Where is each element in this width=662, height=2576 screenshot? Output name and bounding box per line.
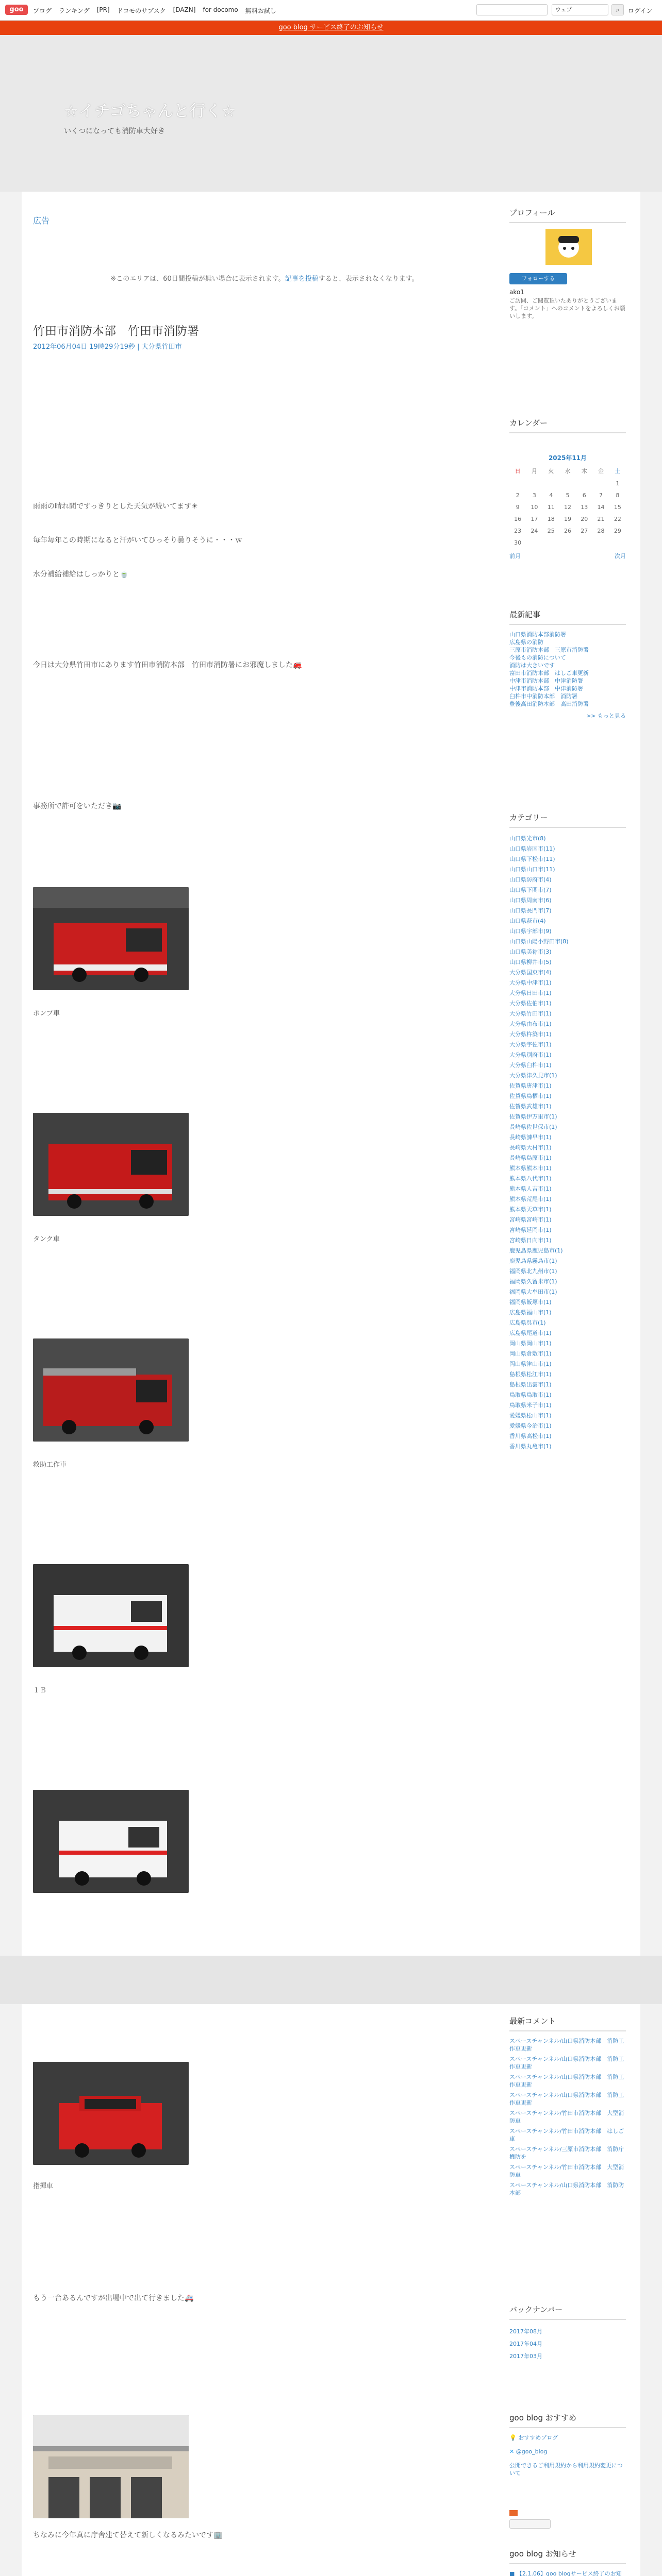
blog-title[interactable]: ☆イチゴちゃんと行く☆ <box>64 102 236 121</box>
ambulance-photo[interactable] <box>33 1564 189 1667</box>
station-building-photo[interactable] <box>33 2415 189 2518</box>
goo-news-item[interactable] <box>509 2570 626 2576</box>
recent-item[interactable]: 富田市消防本部 はしご車更新 <box>509 670 589 676</box>
calendar-day: 20 <box>581 516 588 522</box>
profile-text: ご訪問、ご閲覧頂いたありがとうございます。「コメント」へのコメントをよろしくお願いします。 <box>509 297 625 319</box>
calendar-table <box>509 464 626 549</box>
top-nav-item[interactable]: [DAZN] <box>173 6 196 13</box>
category-item[interactable]: 愛媛県松山市(1) <box>509 1412 552 1419</box>
calendar-day: 15 <box>614 504 621 511</box>
category-item[interactable]: 大分県由布市(1) <box>509 1021 552 1027</box>
category-item[interactable]: 熊本県人吉市(1) <box>509 1185 552 1192</box>
weekday: 土 <box>615 468 621 474</box>
category-list <box>509 834 626 1452</box>
post-paragraph: 雨雨の晴れ間ですっきりとした天気が続いてます☀ <box>33 502 198 511</box>
pump-truck-photo[interactable] <box>33 887 189 990</box>
profile-avatar[interactable] <box>545 229 592 265</box>
weekday: 金 <box>598 468 604 474</box>
calendar-day: 10 <box>531 504 538 511</box>
category-item[interactable]: 大分県中津市(1) <box>509 979 552 986</box>
category-item[interactable]: 佐賀県武雄市(1) <box>509 1103 552 1110</box>
category-item[interactable]: 大分県宇佐市(1) <box>509 1041 552 1048</box>
photo-caption: タンク車 <box>33 1235 60 1243</box>
category-item[interactable]: 宮崎県日向市(1) <box>509 1237 552 1244</box>
search-scope-select[interactable]: ウェブ <box>552 4 608 15</box>
post-paragraph: 事務所で許可をいただき📷 <box>33 802 122 810</box>
recent-item[interactable]: 消防は大きいです <box>509 662 555 669</box>
calendar-day: 30 <box>514 539 522 546</box>
goo-recommend-label: @goo_blog <box>516 2448 548 2455</box>
goo-news-list <box>509 2570 626 2576</box>
category-item[interactable]: 山口県萩市(4) <box>509 918 546 924</box>
calendar-day: 26 <box>564 528 571 534</box>
category-item[interactable]: 熊本県熊本市(1) <box>509 1165 552 1172</box>
calendar-next-link[interactable]: 次月 <box>615 553 626 560</box>
comment-item[interactable]: スペースチャンネル/山口県消防本部 消防防本部 <box>509 2182 624 2196</box>
calendar-day: 23 <box>514 528 522 534</box>
top-bar <box>0 0 662 21</box>
category-heading: カテゴリー <box>509 812 626 828</box>
category-item[interactable]: 山口県山口市(11) <box>509 866 555 873</box>
comment-item[interactable]: スペースチャンネル/竹田市消防本部 大型消防車 <box>509 2110 624 2124</box>
recent-item[interactable]: 広島県の消防 <box>509 639 543 646</box>
ad-label: 広告 <box>33 216 50 226</box>
search-input[interactable] <box>476 4 548 15</box>
x-icon: ✕ <box>509 2448 515 2455</box>
calendar-day <box>559 478 576 489</box>
profile-heading: プロフィール <box>509 207 626 223</box>
station-building-image <box>33 2415 189 2518</box>
category-item[interactable]: 山口県美祢市(3) <box>509 948 552 955</box>
calendar-day: 6 <box>582 492 586 499</box>
comment-item[interactable]: スペースチャンネル/山口県消防本部 消防工作車更新 <box>509 2074 624 2088</box>
post-paragraph: 毎年毎年この時期になると汗がいてひっそり曇りそうに・・・ｗ <box>33 536 242 545</box>
calendar-day: 16 <box>514 516 522 522</box>
calendar-day <box>592 537 609 549</box>
calendar-day: 12 <box>564 504 571 511</box>
rss-icon[interactable] <box>509 2510 518 2516</box>
rescue-truck-image <box>33 1338 189 1442</box>
divider-strip <box>0 1956 662 2004</box>
calendar-day <box>609 537 626 549</box>
category-item[interactable]: 大分県国東市(4) <box>509 969 552 976</box>
calendar-day <box>576 478 592 489</box>
command-car-photo[interactable] <box>33 2062 189 2165</box>
category-item[interactable]: 大分県臼杵市(1) <box>509 1062 552 1069</box>
top-nav-item[interactable]: ブログ <box>33 7 52 14</box>
recent-item[interactable]: 三原市消防本部 三原市消防署 <box>509 647 589 653</box>
avatar-image <box>545 229 592 265</box>
category-item[interactable]: 島根県松江市(1) <box>509 1371 552 1378</box>
category-item[interactable]: 鳥取県鳥取市(1) <box>509 1392 552 1398</box>
recent-item[interactable]: 今後もの消防について <box>509 654 566 661</box>
category-item[interactable]: 佐賀県伊万里市(1) <box>509 1113 557 1120</box>
calendar-day: 21 <box>597 516 605 522</box>
category-item[interactable]: 香川県高松市(1) <box>509 1433 552 1439</box>
category-item[interactable]: 愛媛県今治市(1) <box>509 1422 552 1429</box>
calendar-day: 2 <box>516 492 520 499</box>
calendar-day <box>509 478 526 489</box>
inactivity-notice <box>33 273 496 283</box>
calendar-title: 2025年11月 <box>548 454 587 462</box>
photo-caption: １Ｂ <box>33 1687 47 1694</box>
post-date: 2012年06月04日 19時29分19秒 <box>33 343 135 351</box>
recent-list <box>509 631 626 720</box>
top-nav <box>33 6 276 15</box>
category-item[interactable]: 長崎県諫早市(1) <box>509 1134 552 1141</box>
profile-name[interactable]: ako1 <box>509 289 524 296</box>
top-nav-item[interactable]: 無料お試し <box>245 7 276 14</box>
post-article-link[interactable]: 記事を投稿 <box>285 275 319 283</box>
category-item[interactable]: 佐賀県鳥栖市(1) <box>509 1093 552 1099</box>
category-item[interactable]: 鹿児島県鹿児島市(1) <box>509 1247 563 1254</box>
calendar-day <box>543 537 559 549</box>
calendar-day <box>576 537 592 549</box>
calendar-day: 25 <box>547 528 555 534</box>
goo-badge[interactable] <box>509 2519 551 2529</box>
category-item[interactable]: 山口県宇部市(9) <box>509 928 552 935</box>
comment-item[interactable]: スペースチャンネル/山口県消防本部 消防工作車更新 <box>509 2056 624 2070</box>
tank-truck-image <box>33 1113 189 1216</box>
post-paragraph: 水分補給補給はしっかりと🍵 <box>33 570 129 579</box>
category-item[interactable]: 熊本県八代市(1) <box>509 1175 552 1182</box>
category-item[interactable]: 長崎県佐世保市(1) <box>509 1124 557 1130</box>
calendar-day: 7 <box>599 492 603 499</box>
comment-item[interactable]: スペースチャンネル/山口県消防本部 消防工作車更新 <box>509 2038 624 2052</box>
category-item[interactable]: 福岡県北九州市(1) <box>509 1268 557 1275</box>
recent-item[interactable]: 中津市消防本部 中津消防署 <box>509 685 583 692</box>
backnumber-heading: バックナンバー <box>509 2304 626 2320</box>
goo-recommend-heading: goo blog おすすめ <box>509 2412 626 2428</box>
category-item[interactable]: 島根県出雲市(1) <box>509 1381 552 1388</box>
post-paragraph: 今日は大分県竹田市にあります竹田市消防本部 竹田市消防署にお邪魔しました🚒 <box>33 661 302 669</box>
post-title[interactable]: 竹田市消防本部 竹田市消防署 <box>33 325 199 338</box>
category-item[interactable]: 山口県長門市(7) <box>509 907 552 914</box>
calendar-day: 9 <box>516 504 520 511</box>
category-item[interactable]: 大分県佐伯市(1) <box>509 1000 552 1007</box>
ambulance-2-photo[interactable] <box>33 1790 189 1893</box>
top-nav-item[interactable]: [PR] <box>96 6 110 13</box>
goo-news-label: 【2.1.06】goo blogサービス終了のお知 <box>516 2570 622 2576</box>
category-item[interactable]: 熊本県荒尾市(1) <box>509 1196 552 1202</box>
comment-list <box>509 2037 626 2199</box>
ambulance-image <box>33 1564 189 1667</box>
top-nav-item[interactable]: ランキング <box>59 7 90 14</box>
category-item[interactable]: 福岡県久留米市(1) <box>509 1278 557 1285</box>
calendar-day: 18 <box>547 516 555 522</box>
category-item[interactable]: 佐賀県唐津市(1) <box>509 1082 552 1089</box>
weekday: 木 <box>581 468 587 474</box>
notice-prefix: ※このエリアは、60日間投稿が無い場合に表示されます。 <box>110 275 285 283</box>
comment-item[interactable]: スペースチャンネル/山口県消防本部 消防工作車更新 <box>509 2092 624 2106</box>
category-item[interactable]: 岡山県津山市(1) <box>509 1361 552 1367</box>
weekday: 水 <box>565 468 571 474</box>
service-end-banner[interactable] <box>0 21 662 35</box>
calendar-day <box>543 478 559 489</box>
rescue-truck-photo[interactable] <box>33 1338 189 1442</box>
recent-item[interactable]: 臼杵市中消防本部 消防署 <box>509 693 577 700</box>
calendar-day <box>526 478 542 489</box>
bulb-icon: 💡 <box>509 2434 517 2441</box>
category-item[interactable]: 山口県山陽小野田市(8) <box>509 938 569 945</box>
tank-truck-photo[interactable] <box>33 1113 189 1216</box>
category-item[interactable]: 広島県呉市(1) <box>509 1319 546 1326</box>
calendar-day: 8 <box>616 492 620 499</box>
calendar <box>509 453 626 560</box>
calendar-day: 24 <box>531 528 538 534</box>
calendar-day: 19 <box>564 516 571 522</box>
category-item[interactable]: 山口県下関市(7) <box>509 887 552 893</box>
pump-truck-image <box>33 887 189 990</box>
megaphone-icon: ■ <box>509 2570 515 2576</box>
recent-item[interactable]: 豊後高田消防本部 高田消防署 <box>509 701 589 707</box>
comment-item[interactable]: スペースチャンネル/竹田市消防本部 大型消防車 <box>509 2164 624 2178</box>
calendar-day: 4 <box>549 492 553 499</box>
calendar-day: 22 <box>614 516 621 522</box>
category-item[interactable]: 山口県光市(8) <box>509 835 546 842</box>
category-item[interactable]: 広島県尾道市(1) <box>509 1330 552 1336</box>
calendar-day: 1 <box>616 480 620 487</box>
category-item[interactable]: 鳥取県米子市(1) <box>509 1402 552 1409</box>
goo-recommend-label: おすすめブログ <box>518 2434 558 2441</box>
photo-caption: ポンプ車 <box>33 1010 60 1018</box>
calendar-day: 3 <box>532 492 536 499</box>
calendar-day: 27 <box>581 528 588 534</box>
category-item[interactable]: 福岡県飯塚市(1) <box>509 1299 552 1306</box>
category-item[interactable]: 山口県下松市(11) <box>509 856 555 862</box>
calendar-day: 11 <box>547 504 555 511</box>
photo-caption: 指揮車 <box>33 2182 54 2190</box>
main-column <box>33 214 496 2539</box>
blog-description: いくつになっても消防車大好き <box>64 127 165 135</box>
goo-recommend-item[interactable] <box>509 2448 626 2455</box>
calendar-day: 13 <box>581 504 588 511</box>
category-item[interactable]: 山口県岩国市(11) <box>509 845 555 852</box>
calendar-prev-link[interactable]: 前月 <box>509 553 521 560</box>
calendar-day: 5 <box>566 492 570 499</box>
follow-button[interactable]: フォローする <box>509 273 567 284</box>
post-paragraph: ちなみに今年真に庁舎建て替えて新しくなるみたいです🏢 <box>33 2531 223 2539</box>
comment-heading: 最新コメント <box>509 2015 626 2031</box>
top-nav-item[interactable]: ドコモのサブスク <box>117 7 166 14</box>
category-item[interactable]: 香川県丸亀市(1) <box>509 1443 552 1450</box>
notice-suffix: すると、表示されなくなります。 <box>318 275 419 283</box>
category-item[interactable]: 大分県別府市(1) <box>509 1052 552 1058</box>
category-item[interactable]: 福岡県大牟田市(1) <box>509 1289 557 1295</box>
command-car-image <box>33 2062 189 2165</box>
search-icon[interactable]: ⌕ <box>611 4 624 15</box>
post-paragraph: もう一台あるんですが出場中で出て行きました🚑 <box>33 2294 194 2302</box>
goo-recommend-list <box>509 2434 626 2477</box>
category-item[interactable]: 岡山県倉敷市(1) <box>509 1350 552 1357</box>
category-item[interactable]: 長崎県島原市(1) <box>509 1155 552 1161</box>
ambulance-2-image <box>33 1790 189 1893</box>
category-item[interactable]: 大分県津久見市(1) <box>509 1072 557 1079</box>
backnumber-item[interactable]: 2017年03月 <box>509 2353 542 2360</box>
category-item[interactable]: 山口県防府市(4) <box>509 876 552 883</box>
category-item[interactable]: 長崎県大村市(1) <box>509 1144 552 1151</box>
top-nav-item[interactable]: for docomo <box>203 6 238 13</box>
comment-item[interactable]: スペースチャンネル/三原市消防本部 消防庁機防を <box>509 2146 624 2160</box>
recent-heading: 最新記事 <box>509 609 626 625</box>
category-item[interactable]: 熊本県天草市(1) <box>509 1206 552 1213</box>
recent-item[interactable]: 中津市消防本部 中津消防署 <box>509 677 583 684</box>
category-item[interactable]: 宮崎県延岡市(1) <box>509 1227 552 1233</box>
recent-item[interactable]: 山口県消防本部消防署 <box>509 631 566 638</box>
calendar-day <box>559 537 576 549</box>
post-meta: 2012年06月04日 19時29分19秒 | 大分県竹田市 <box>33 343 182 351</box>
calendar-day: 17 <box>531 516 538 522</box>
weekday: 月 <box>531 468 537 474</box>
post-category-link[interactable]: 大分県竹田市 <box>141 343 182 351</box>
backnumber-item[interactable]: 2017年04月 <box>509 2341 542 2347</box>
backnumber-list <box>509 2326 626 2363</box>
recent-more-link[interactable]: >> もっと見る <box>586 713 626 719</box>
weekday: 日 <box>515 468 521 474</box>
calendar-day <box>592 478 609 489</box>
page-body <box>22 192 640 2576</box>
photo-caption: 救助工作車 <box>33 1461 67 1469</box>
category-item[interactable]: 鹿児島県霧島市(1) <box>509 1258 557 1264</box>
category-item[interactable]: 大分県竹田市(1) <box>509 1010 552 1017</box>
goo-recommend-item[interactable] <box>509 2434 626 2442</box>
backnumber-item[interactable]: 2017年08月 <box>509 2328 542 2335</box>
weekday: 火 <box>548 468 554 474</box>
category-item[interactable]: 岡山県岡山市(1) <box>509 1340 552 1347</box>
calendar-day: 29 <box>614 528 621 534</box>
category-item[interactable]: 宮崎県宮崎市(1) <box>509 1216 552 1223</box>
category-item[interactable]: 大分県杵築市(1) <box>509 1031 552 1038</box>
goo-logo[interactable]: goo <box>5 5 28 15</box>
calendar-day: 14 <box>597 504 605 511</box>
banner-text: goo blog サービス終了のお知らせ <box>278 24 384 31</box>
login-link[interactable]: ログイン <box>628 7 653 14</box>
goo-news-heading: goo blog お知らせ <box>509 2548 626 2564</box>
calendar-day <box>526 537 542 549</box>
category-item[interactable]: 大分県日田市(1) <box>509 990 552 996</box>
comment-item[interactable]: スペースチャンネル/竹田市消防本部 はしご車 <box>509 2128 624 2142</box>
calendar-heading: カレンダー <box>509 417 626 433</box>
category-item[interactable]: 山口県柳井市(5) <box>509 959 552 965</box>
category-item[interactable]: 山口県周南市(6) <box>509 897 552 904</box>
calendar-day: 28 <box>597 528 605 534</box>
blog-header <box>0 35 662 192</box>
goo-recommend-item[interactable]: 公開できるご利用規約から利用規約変更について <box>509 2462 623 2477</box>
category-item[interactable]: 広島県福山市(1) <box>509 1309 552 1316</box>
